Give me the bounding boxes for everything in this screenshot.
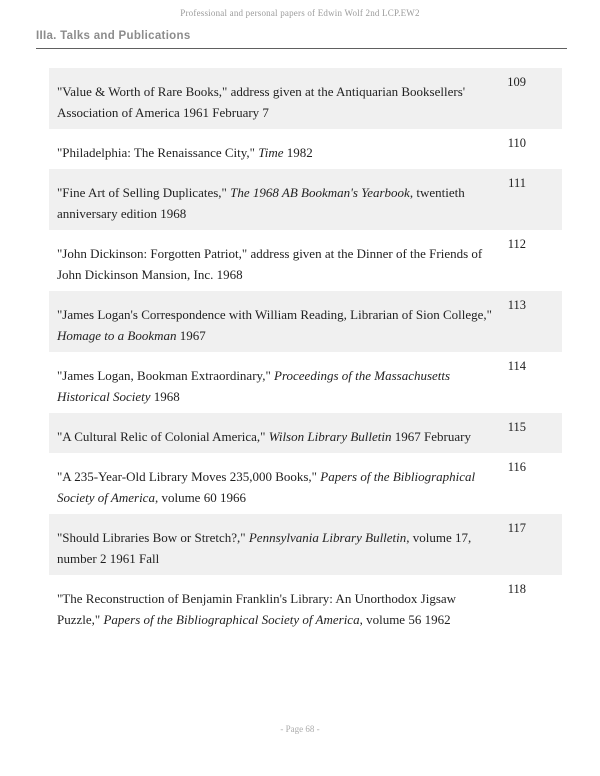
entry-text: "A 235-Year-Old Library Moves 235,000 Books," Papers of the Bibliographical Society of America, volume 60 1966 — [57, 469, 476, 505]
page-number: 114 — [507, 359, 526, 373]
list-item — [49, 413, 562, 453]
list-item — [49, 291, 562, 352]
section-header — [36, 30, 567, 49]
page-footer: - Page 68 - — [280, 724, 320, 734]
publication-list — [49, 68, 562, 636]
page-number: 112 — [507, 237, 526, 251]
page-number: 118 — [507, 582, 526, 596]
list-item — [49, 230, 562, 291]
page-number: 110 — [507, 136, 526, 150]
entry-text: "Philadelphia: The Renaissance City," Time 1982 — [57, 145, 313, 160]
list-item — [49, 514, 562, 575]
entry-text: "Value & Worth of Rare Books," address given at the Antiquarian Booksellers' Association of America 1961 February 7 — [57, 84, 466, 120]
entry-text: "James Logan, Bookman Extraordinary," Proceedings of the Massachusetts Historical Society 1968 — [57, 368, 451, 404]
entry-text: "Should Libraries Bow or Stretch?," Pennsylvania Library Bulletin, volume 17, number 2 1961 Fall — [57, 530, 472, 566]
list-item — [49, 453, 562, 514]
entry-text: "A Cultural Relic of Colonial America," Wilson Library Bulletin 1967 February — [57, 429, 471, 444]
entry-text: "Fine Art of Selling Duplicates," The 1968 AB Bookman's Yearbook, twentieth anniversary edition 1968 — [57, 185, 465, 221]
entry-text: "John Dickinson: Forgotten Patriot," address given at the Dinner of the Friends of John Dickinson Mansion, Inc. 1968 — [57, 246, 483, 282]
document-header-title: Professional and personal papers of Edwin Wolf 2nd LCP.EW2 — [180, 8, 420, 18]
page-number: 109 — [507, 75, 526, 89]
page-number: 116 — [507, 460, 526, 474]
entry-text: "The Reconstruction of Benjamin Franklin's Library: An Unorthodox Jigsaw Puzzle," Papers of the Bibliographical Society of America, volume 56 1962 — [57, 591, 457, 627]
page-number: 115 — [507, 420, 526, 434]
list-item — [49, 169, 562, 230]
section-title: IIIa. Talks and Publications — [36, 30, 191, 42]
entry-text: "James Logan's Correspondence with William Reading, Librarian of Sion College," Homage to a Bookman 1967 — [57, 307, 492, 343]
list-item — [49, 352, 562, 413]
page-number: 117 — [507, 521, 526, 535]
page-number: 111 — [508, 176, 526, 190]
page-number: 113 — [507, 298, 526, 312]
list-item — [49, 575, 562, 636]
list-item — [49, 129, 562, 169]
list-item — [49, 68, 562, 129]
